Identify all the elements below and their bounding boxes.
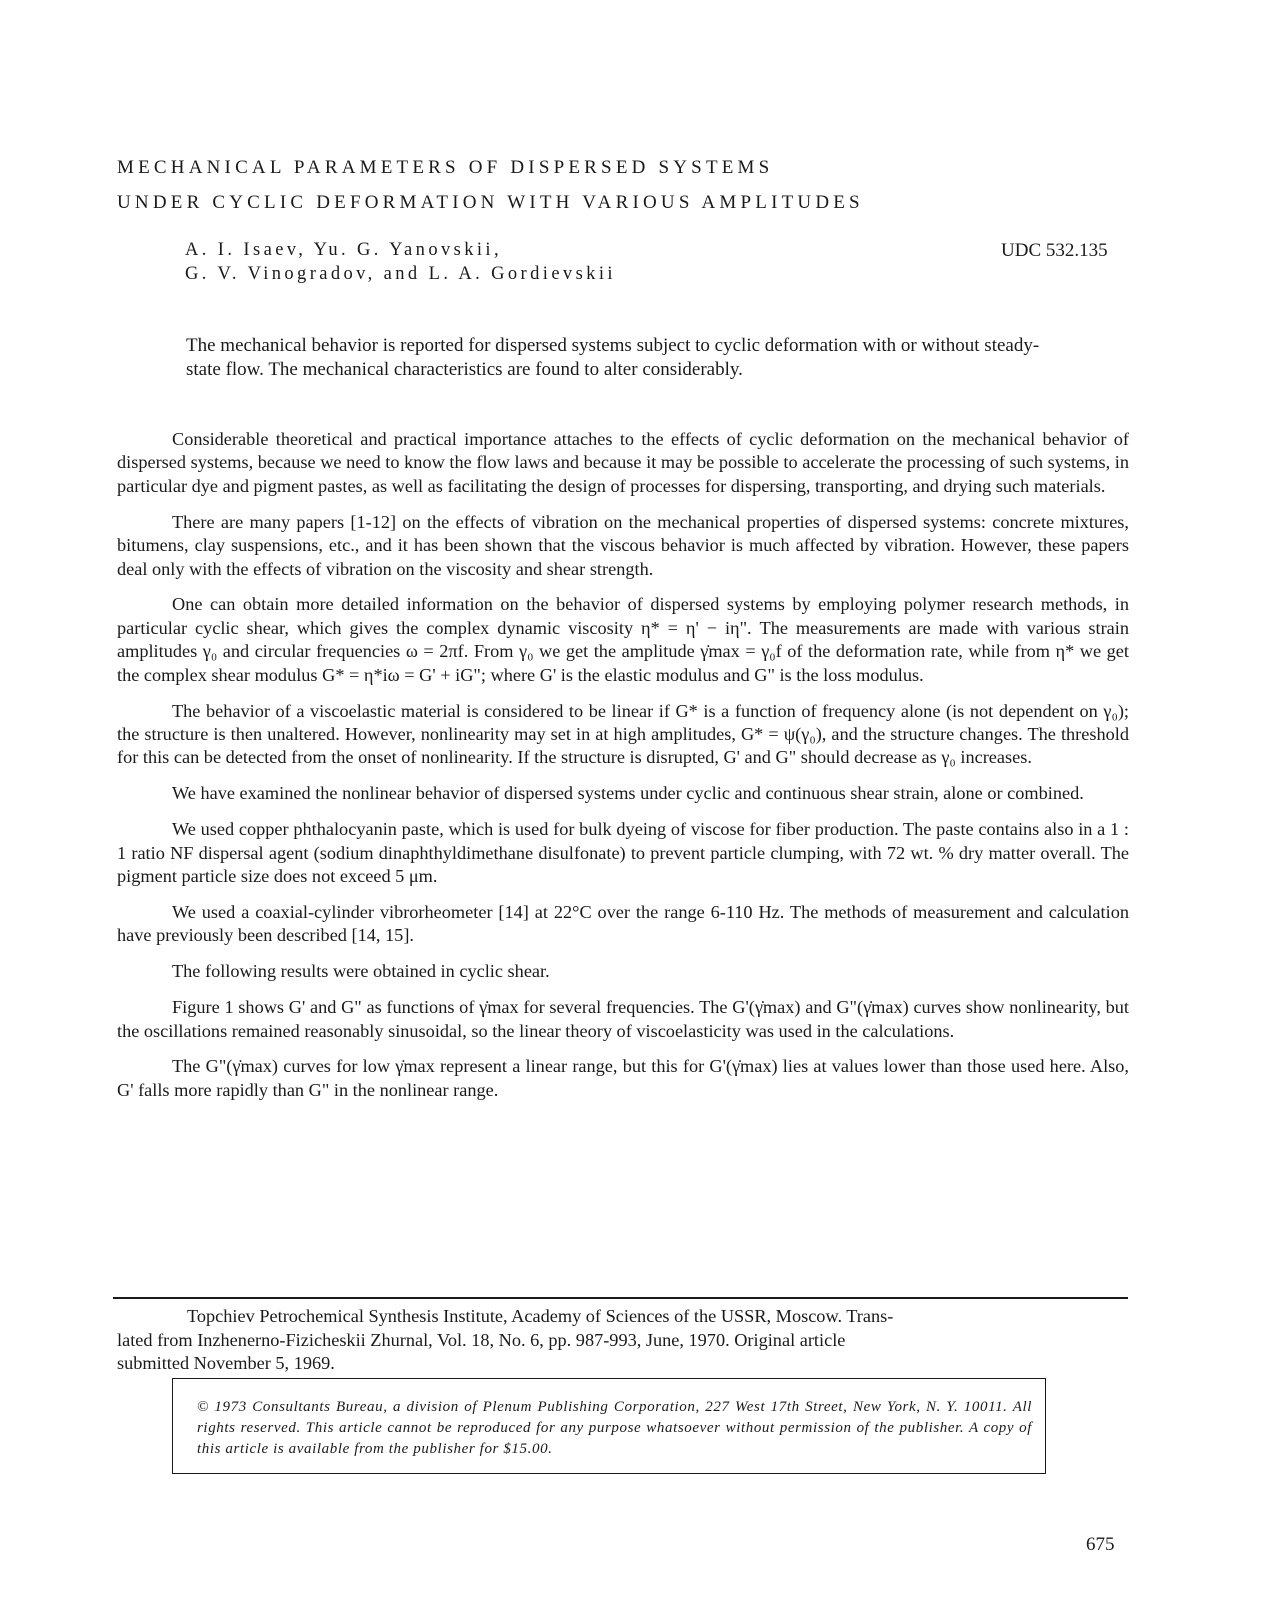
- body-paragraph: We used a coaxial-cylinder vibrorheometer [14] at 22°C over the range 6-110 Hz. The methods of measurement and calculation have previously been described [14, 15].: [117, 901, 1129, 946]
- body-paragraph: We used copper phthalocyanin paste, which is used for bulk dyeing of viscose for fiber production. The paste contains also in a 1 : 1 ratio NF dispersal agent (sodium dinaphthyldimethane disulfonate) to prevent particle clumping, with 72 wt. % dry matter overall. The pigment particle size does not exceed 5 μm.: [117, 819, 1129, 886]
- affiliation-line-1: Topchiev Petrochemical Synthesis Institute, Academy of Sciences of the USSR, Moscow. Trans-: [187, 1306, 894, 1326]
- body-paragraph: We have examined the nonlinear behavior of dispersed systems under cyclic and continuous shear strain, alone or combined.: [172, 783, 1084, 804]
- title-line-2: UNDER CYCLIC DEFORMATION WITH VARIOUS AMPLITUDES: [117, 192, 864, 213]
- body-paragraph: One can obtain more detailed information on the behavior of dispersed systems by employing polymer research methods, in particular cyclic shear, which gives the complex dynamic viscosity η* = η' − iη". The measurements are made with various strain amplitudes γ₀ and circular frequencies ω = 2πf. From γ₀ we get the amplitude γ̇max = γ₀f of the deformation rate, while from η* we get the complex shear modulus G* = η*iω = G' + iG"; where G' is the elastic modulus and G" is the loss modulus.: [117, 594, 1129, 685]
- body-paragraph: The following results were obtained in cyclic shear.: [172, 961, 550, 982]
- body-paragraph: Considerable theoretical and practical importance attaches to the effects of cyclic deformation on the mechanical behavior of dispersed systems, because we need to know the flow laws and because it may be possible to accelerate the processing of such systems, in particular dye and pigment pastes, as well as facilitating the design of processes for dispersing, transporting, and drying such materials.: [117, 429, 1129, 496]
- affiliation-footnote: [117, 1305, 1117, 1376]
- body-paragraph: The behavior of a viscoelastic material is considered to be linear if G* is a function of frequency alone (is not dependent on γ₀); the structure is then unaltered. However, nonlinearity may set in at high amplitudes, G* = ψ(γ₀), and the structure changes. The threshold for this can be detected from the onset of nonlinearity. If the structure is disrupted, G' and G" should decrease as γ₀ increases.: [117, 700, 1129, 768]
- body-paragraph: There are many papers [1-12] on the effects of vibration on the mechanical properties of dispersed systems: concrete mixtures, bitumens, clay suspensions, etc., and it has been shown that the viscous behavior is much affected by vibration. However, these papers deal only with the effects of vibration on the viscosity and shear strength.: [117, 511, 1129, 579]
- udc-code: UDC 532.135: [1001, 240, 1108, 261]
- copyright-box: [172, 1378, 1046, 1474]
- authors-line-1: A. I. Isaev, Yu. G. Yanovskii,: [185, 240, 502, 260]
- page-number: 675: [1086, 1534, 1115, 1555]
- affiliation-line-2: lated from Inzhenerno-Fizicheskii Zhurnal, Vol. 18, No. 6, pp. 987-993, June, 1970. Original article: [117, 1329, 846, 1350]
- abstract: The mechanical behavior is reported for dispersed systems subject to cyclic deformation with or without steady-state flow. The mechanical characteristics are found to alter considerably.: [186, 335, 1040, 380]
- authors-line-2: G. V. Vinogradov, and L. A. Gordievskii: [185, 264, 616, 284]
- footnote-rule: [113, 1297, 1128, 1299]
- affiliation-line-3: submitted November 5, 1969.: [117, 1353, 335, 1373]
- copyright-notice: © 1973 Consultants Bureau, a division of Plenum Publishing Corporation, 227 West 17th Street, New York, N. Y. 10011. All rights reserved. This article cannot be reproduced for any purpose whatsoever without permission of the publisher. A copy of this article is available from the publisher for $15.00.: [197, 1399, 1032, 1457]
- body-paragraph: Figure 1 shows G' and G" as functions of γ̇max for several frequencies. The G'(γ̇max) and G"(γ̇max) curves show nonlinearity, but the oscillations remained reasonably sinusoidal, so the linear theory of viscoelasticity was used in the calculations.: [117, 997, 1129, 1041]
- article-body: [117, 428, 1129, 1115]
- title-line-1: MECHANICAL PARAMETERS OF DISPERSED SYSTEMS: [117, 157, 774, 178]
- body-paragraph: The G"(γ̇max) curves for low γ̇max represent a linear range, but this for G'(γ̇max) lies at values lower than those used here. Also, G' falls more rapidly than G" in the nonlinear range.: [117, 1056, 1129, 1100]
